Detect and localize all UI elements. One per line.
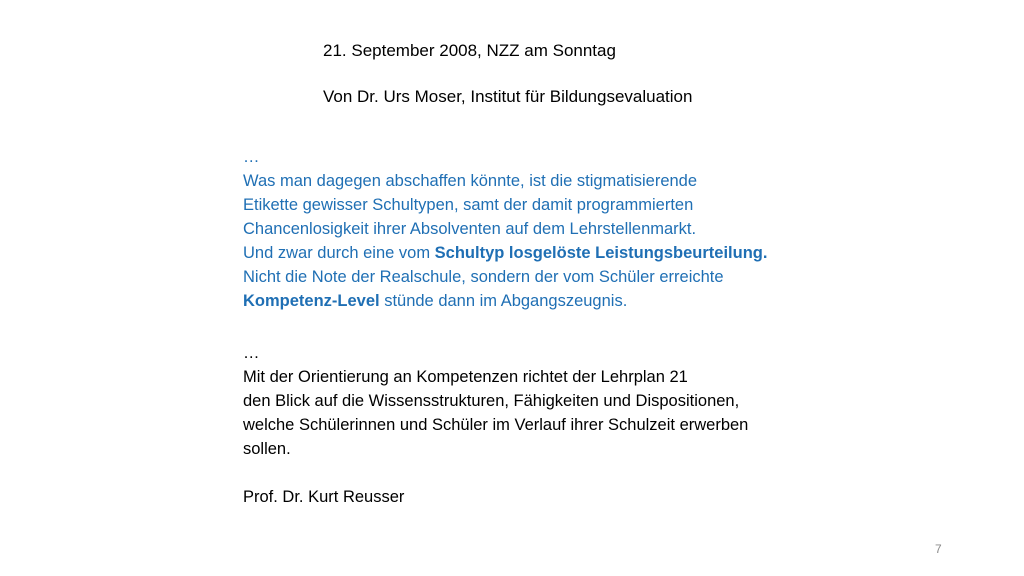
quote-line-plain: Und zwar durch eine vom	[243, 244, 435, 262]
quote-ellipsis: …	[243, 148, 260, 166]
moser-quote	[243, 145, 803, 313]
page-number: 7	[935, 542, 942, 556]
quote-line: welche Schülerinnen und Schüler im Verlauf ihrer Schulzeit erwerben	[243, 416, 749, 434]
quote-line: Etikette gewisser Schultypen, samt der damit programmierten	[243, 196, 694, 214]
quote-line: Chancenlosigkeit ihrer Absolventen auf dem Lehrstellenmarkt.	[243, 220, 697, 238]
quote-line: sollen.	[243, 440, 291, 458]
quote-line: Nicht die Note der Realschule, sondern der vom Schüler erreichte	[243, 268, 724, 286]
quote-emphasis: Kompetenz-Level	[243, 292, 380, 310]
quote-line: Was man dagegen abschaffen könnte, ist die stigmatisierende	[243, 172, 698, 190]
quote-line: den Blick auf die Wissensstrukturen, Fähigkeiten und Dispositionen,	[243, 392, 740, 410]
quote-line: Mit der Orientierung an Kompetenzen richtet der Lehrplan 21	[243, 368, 688, 386]
quote-line	[243, 289, 803, 313]
quote-attribution: Prof. Dr. Kurt Reusser	[243, 488, 405, 506]
spacer	[243, 461, 823, 485]
quote-line	[243, 241, 803, 265]
quote-ellipsis: …	[243, 344, 260, 362]
source-date-line: 21. September 2008, NZZ am Sonntag	[323, 41, 616, 60]
reusser-quote	[243, 341, 823, 509]
source-author-line: Von Dr. Urs Moser, Institut für Bildungsevaluation	[323, 87, 693, 106]
quote-emphasis: Schultyp losgelöste Leistungsbeurteilung.	[434, 244, 768, 262]
quote-line-plain: stünde dann im Abgangszeugnis.	[379, 292, 628, 310]
